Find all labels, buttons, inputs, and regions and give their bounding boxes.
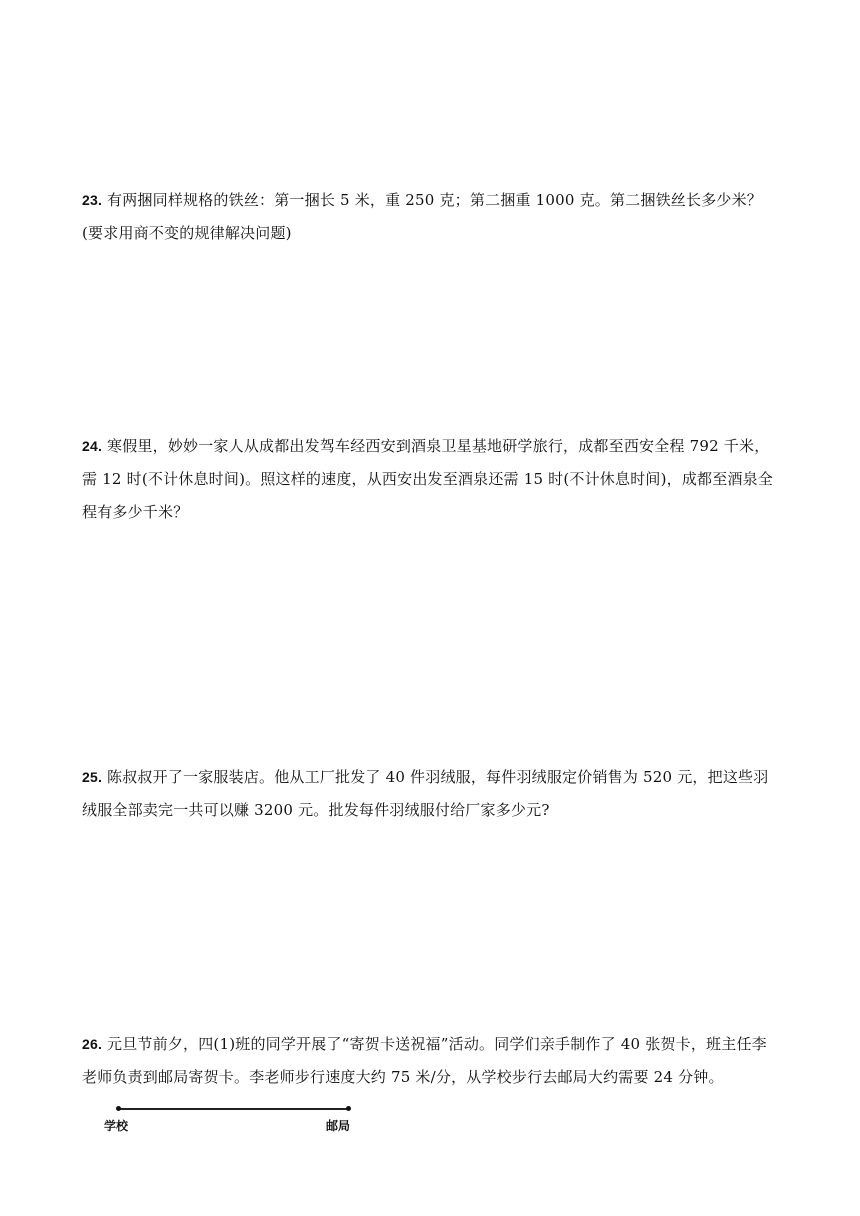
question-text: 有两捆同样规格的铁丝：第一捆长 5 米，重 250 克；第二捆重 1000 克。第二捆铁丝长多少米？(要求用商不变的规律解决问题)	[82, 191, 762, 242]
route-line	[118, 1108, 349, 1110]
post-office-label: 邮局	[326, 1119, 351, 1133]
route-diagram	[104, 1100, 374, 1140]
question-number: 24.	[82, 438, 103, 454]
question-23	[82, 184, 782, 250]
question-text: 陈叔叔开了一家服装店。他从工厂批发了 40 件羽绒服，每件羽绒服定价销售为 520 元，把这些羽绒服全部卖完一共可以赚 3200 元。批发每件羽绒服付给厂家多少元?	[82, 768, 769, 819]
question-26	[82, 1028, 782, 1094]
question-text: 元旦节前夕，四(1)班的同学开展了“寄贺卡送祝福”活动。同学们亲手制作了 40 张贺卡，班主任李老师负责到邮局寄贺卡。李老师步行速度大约 75 米/分，从学校步行去邮局大约需要 24 分钟。	[82, 1035, 767, 1086]
question-25	[82, 761, 782, 827]
question-text: 寒假里，妙妙一家人从成都出发驾车经西安到酒泉卫星基地研学旅行，成都至西安全程 792 千米，需 12 时(不计休息时间)。照这样的速度，从西安出发至酒泉还需 15 时(不计休息时间)，成都至酒泉全程有多少千米？	[82, 437, 774, 521]
question-number: 26.	[82, 1036, 103, 1052]
question-number: 23.	[82, 192, 103, 208]
question-24	[82, 430, 782, 529]
route-start-dot	[116, 1106, 121, 1111]
question-number: 25.	[82, 769, 103, 785]
school-label: 学校	[104, 1119, 129, 1133]
route-end-dot	[346, 1106, 351, 1111]
